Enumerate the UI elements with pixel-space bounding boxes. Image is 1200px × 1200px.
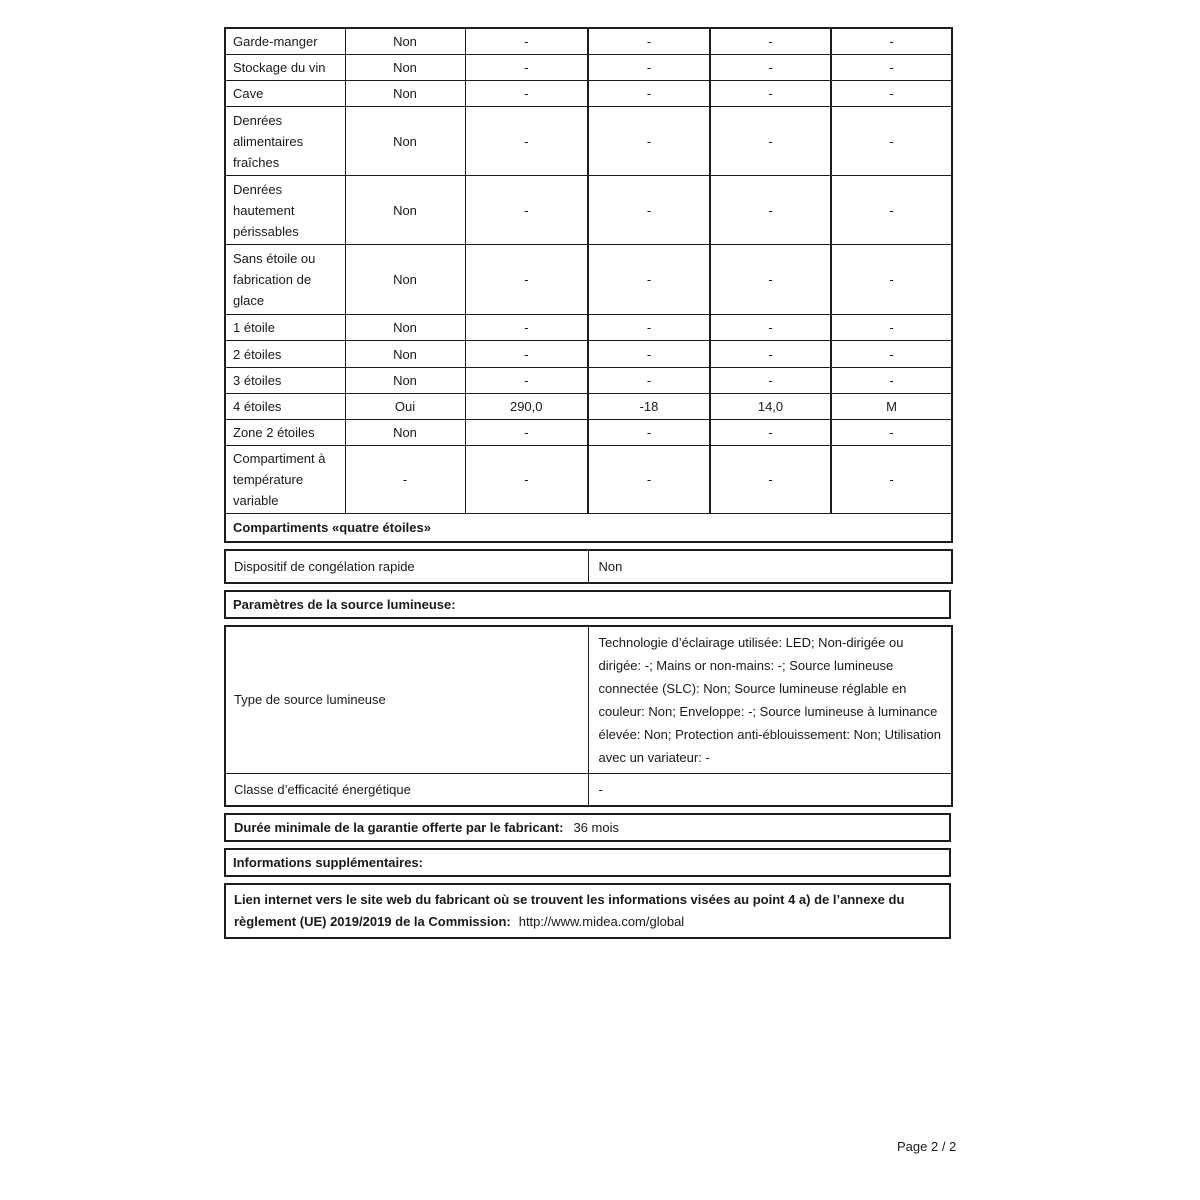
cell-value: 14,0 [710, 394, 831, 420]
energy-class-value: - [588, 773, 952, 806]
table-row [225, 420, 952, 446]
cell-value: Oui [345, 394, 465, 420]
compartments-4star-header: Compartiments «quatre étoiles» [225, 514, 952, 542]
cell-value: 290,0 [465, 394, 588, 420]
cell-value: - [465, 107, 588, 176]
manufacturer-link-label: Lien internet vers le site web du fabricant où se trouvent les informations visées au point 4 a) de l’annexe du règlement (UE) 2019/2019 de la Commission: [234, 891, 905, 929]
table-row [225, 514, 952, 542]
main-compartment-table [224, 27, 953, 543]
table-row [225, 28, 952, 55]
cell-value: - [588, 55, 710, 81]
table-row [225, 107, 952, 176]
cell-value: - [465, 420, 588, 446]
table-row [225, 368, 952, 394]
cell-value: - [710, 446, 831, 514]
warranty-label: Durée minimale de la garantie offerte par le fabricant: [234, 819, 564, 835]
cell-value: Non [345, 368, 465, 394]
cell-value: - [831, 315, 952, 341]
manufacturer-link-cell [225, 884, 950, 938]
cell-value: - [588, 81, 710, 107]
fast-freeze-value: Non [588, 550, 952, 583]
light-params-header: Paramètres de la source lumineuse: [225, 591, 950, 618]
row-label: 1 étoile [225, 315, 345, 341]
cell-value: - [588, 107, 710, 176]
energy-class-row [225, 773, 952, 806]
cell-value: - [588, 420, 710, 446]
row-label: 4 étoiles [225, 394, 345, 420]
cell-value: - [831, 245, 952, 315]
page-number: Page 2 / 2 [897, 1139, 957, 1154]
fast-freeze-row [225, 550, 952, 583]
cell-value: - [588, 176, 710, 245]
cell-value: - [831, 81, 952, 107]
light-source-table [224, 625, 953, 807]
fast-freeze-label: Dispositif de congélation rapide [225, 550, 588, 583]
manufacturer-link-table [224, 883, 951, 939]
cell-value: - [465, 245, 588, 315]
cell-value: - [710, 28, 831, 55]
table-row [225, 315, 952, 341]
cell-value: - [588, 315, 710, 341]
cell-value: - [588, 446, 710, 514]
cell-value: - [465, 315, 588, 341]
row-label: Denrées hautement périssables [225, 176, 345, 245]
cell-value: Non [345, 55, 465, 81]
warranty-table [224, 813, 951, 842]
cell-value: - [831, 420, 952, 446]
cell-value: - [588, 245, 710, 315]
fast-freeze-table [224, 549, 953, 584]
cell-value: - [831, 446, 952, 514]
cell-value: - [831, 28, 952, 55]
cell-value: - [710, 81, 831, 107]
cell-value: Non [345, 176, 465, 245]
row-label: Garde-manger [225, 28, 345, 55]
cell-value: - [710, 245, 831, 315]
row-label: Compartiment à température variable [225, 446, 345, 514]
cell-value: Non [345, 315, 465, 341]
cell-value: - [831, 368, 952, 394]
cell-value: Non [345, 245, 465, 315]
cell-value: - [465, 368, 588, 394]
light-source-type-label: Type de source lumineuse [225, 626, 588, 774]
additional-info-header: Informations supplémentaires: [225, 849, 950, 876]
cell-value: - [710, 107, 831, 176]
row-label: 3 étoiles [225, 368, 345, 394]
table-row [225, 176, 952, 245]
cell-value: - [710, 176, 831, 245]
cell-value: - [831, 107, 952, 176]
cell-value: - [831, 55, 952, 81]
table-row [225, 341, 952, 368]
table-row [225, 245, 952, 315]
additional-info-table [224, 848, 951, 877]
document-content [224, 27, 951, 939]
row-label: Sans étoile ou fabrication de glace [225, 245, 345, 315]
cell-value: - [465, 55, 588, 81]
cell-value: Non [345, 420, 465, 446]
cell-value: - [465, 341, 588, 368]
cell-value: Non [345, 81, 465, 107]
row-label: 2 étoiles [225, 341, 345, 368]
cell-value: - [710, 341, 831, 368]
cell-value: - [831, 176, 952, 245]
table-row [225, 81, 952, 107]
cell-value: -18 [588, 394, 710, 420]
cell-value: - [465, 28, 588, 55]
cell-value: - [710, 315, 831, 341]
cell-value: Non [345, 28, 465, 55]
warranty-value: 36 mois [573, 819, 619, 835]
cell-value: - [710, 420, 831, 446]
light-source-type-value: Technologie d’éclairage utilisée: LED; Non-dirigée ou dirigée: -; Mains or non-mains: -; Source lumineuse connectée (SLC): Non; Source lumineuse réglable en couleur: Non; Enveloppe: -; Source lumineuse à luminance élevée: Non; Protection anti-éblouissement: Non; Utilisation avec un variateur: - [588, 626, 952, 774]
warranty-row [225, 814, 950, 841]
energy-class-label: Classe d’efficacité énergétique [225, 773, 588, 806]
light-source-type-row [225, 626, 952, 774]
row-label: Denrées alimentaires fraîches [225, 107, 345, 176]
cell-value: - [710, 368, 831, 394]
row-label: Stockage du vin [225, 55, 345, 81]
cell-value: M [831, 394, 952, 420]
manufacturer-link-url: http://www.midea.com/global [518, 913, 685, 929]
cell-value: - [465, 81, 588, 107]
manufacturer-link-row [225, 884, 950, 938]
cell-value: - [588, 341, 710, 368]
cell-value: Non [345, 341, 465, 368]
light-params-header-table [224, 590, 951, 619]
cell-value: - [588, 28, 710, 55]
cell-value: - [710, 55, 831, 81]
table-row [225, 394, 952, 420]
cell-value: - [588, 368, 710, 394]
row-label: Zone 2 étoiles [225, 420, 345, 446]
cell-value: - [345, 446, 465, 514]
cell-value: - [465, 176, 588, 245]
row-label: Cave [225, 81, 345, 107]
table-row [225, 55, 952, 81]
cell-value: - [465, 446, 588, 514]
cell-value: - [831, 341, 952, 368]
cell-value: Non [345, 107, 465, 176]
warranty-cell [225, 814, 950, 841]
table-row [225, 446, 952, 514]
